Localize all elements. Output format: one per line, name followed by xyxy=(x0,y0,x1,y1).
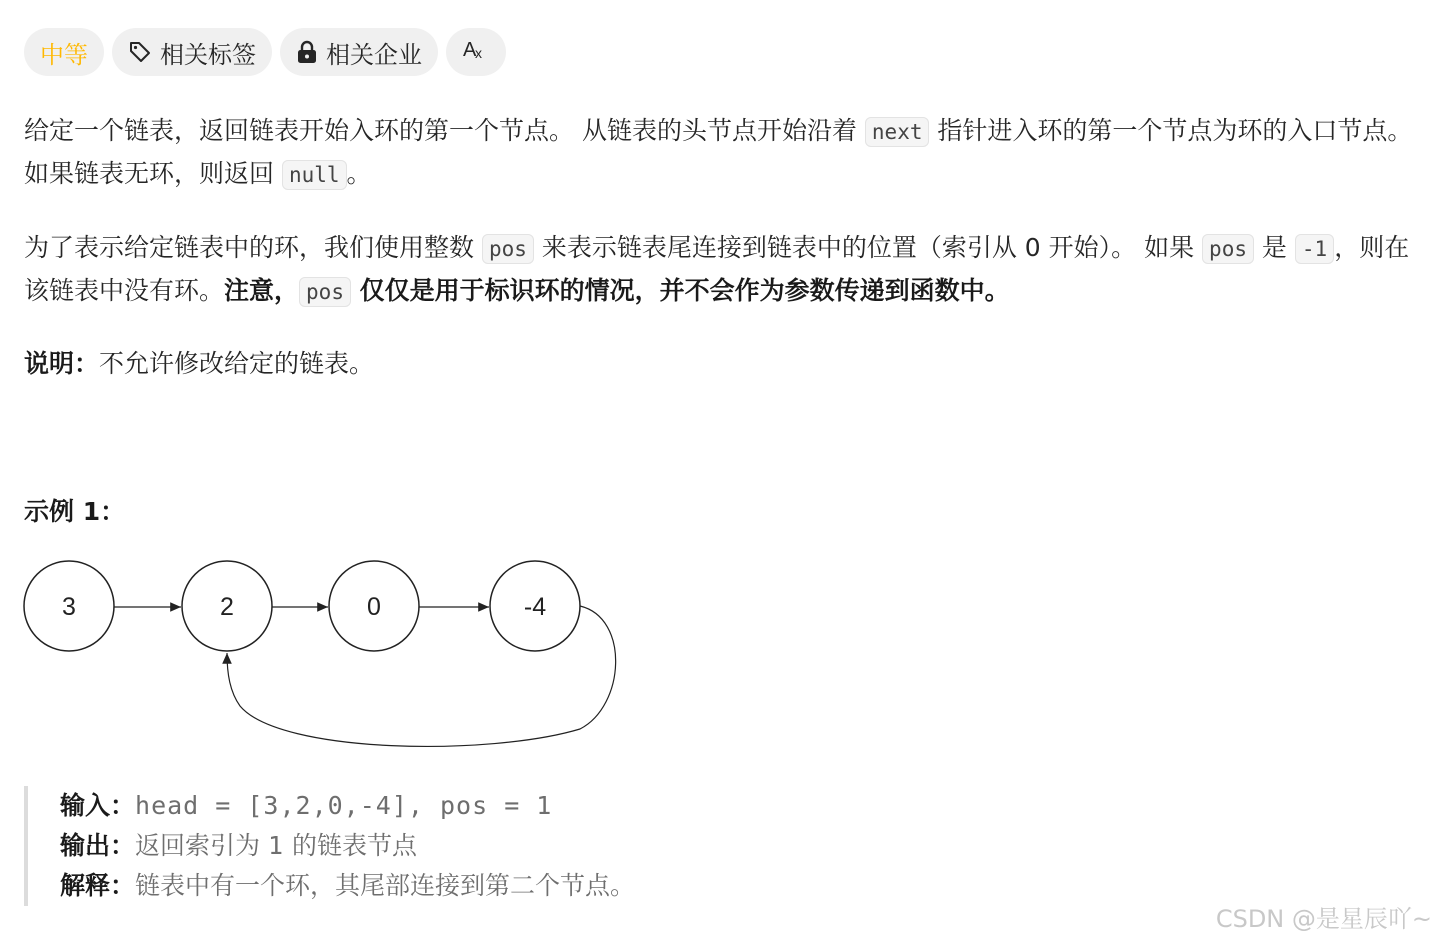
node-value: -4 xyxy=(523,593,547,621)
inline-code: null xyxy=(282,160,347,190)
output-text: 的链表节点 xyxy=(284,831,417,860)
bold-text: 仅仅是用于标识环的情况，并不会作为参数传递到函数中。 xyxy=(350,276,1010,305)
output-code: 1 xyxy=(267,831,285,860)
input-value: head = [3,2,0,-4], pos = 1 xyxy=(135,791,553,820)
text: 给定一个链表，返回链表开始入环的第一个节点。 从链表的头节点开始沿着 xyxy=(24,116,865,145)
node-value: 0 xyxy=(367,593,381,621)
output-text: 返回索引为 xyxy=(135,831,268,860)
tag-icon xyxy=(128,40,152,64)
inline-code: pos xyxy=(482,234,534,264)
tag-bar xyxy=(24,28,506,76)
related-companies-button[interactable] xyxy=(280,28,438,76)
difficulty-label: 中等 xyxy=(40,40,88,69)
note-label: 说明： xyxy=(24,349,100,378)
svg-text:A: A xyxy=(463,39,477,61)
note-text: 不允许修改给定的链表。 xyxy=(99,349,375,378)
explain-label: 解释： xyxy=(60,871,136,900)
text: ，则在该链表中没有环。 xyxy=(24,233,1410,305)
difficulty-tag[interactable] xyxy=(24,28,104,76)
inline-code: pos xyxy=(299,277,351,307)
node-value: 3 xyxy=(62,593,76,621)
node-value: 2 xyxy=(220,593,234,621)
linked-list-diagram xyxy=(20,556,640,760)
explain-text: 链表中有一个环，其尾部连接到第二个节点。 xyxy=(135,871,636,900)
output-label: 输出： xyxy=(60,831,136,860)
example-output-line xyxy=(60,826,960,866)
bold-text: 注意， xyxy=(224,276,300,305)
translate-button[interactable] xyxy=(446,28,506,76)
text: 是 xyxy=(1253,233,1295,262)
related-tags-button[interactable] xyxy=(112,28,272,76)
related-companies-label: 相关企业 xyxy=(326,40,422,69)
text: 为了表示给定链表中的环，我们使用整数 xyxy=(24,233,482,262)
lock-icon xyxy=(296,40,318,64)
svg-text:x: x xyxy=(475,45,482,61)
example-explain-line xyxy=(60,866,960,906)
input-label: 输入： xyxy=(60,791,136,820)
watermark: CSDN @是星辰吖~ xyxy=(1215,905,1432,933)
inline-code: -1 xyxy=(1295,234,1334,264)
description-paragraph-2 xyxy=(24,227,1414,313)
example-blockquote xyxy=(24,786,960,906)
text: 指针进入环的第一个节点为环的入口节点。如果链表无环，则返回 xyxy=(24,116,1413,188)
inline-code: pos xyxy=(1202,234,1254,264)
text: 来表示链表尾连接到链表中的位置（索引从 0 开始）。 如果 xyxy=(533,233,1203,262)
related-tags-label: 相关标签 xyxy=(160,40,256,69)
translate-icon xyxy=(462,36,490,68)
example-input-line xyxy=(60,786,960,826)
inline-code: next xyxy=(865,117,930,147)
text: 。 xyxy=(346,159,372,188)
note-paragraph xyxy=(24,343,1414,385)
example-title: 示例 1： xyxy=(24,497,126,526)
description-paragraph-1 xyxy=(24,110,1414,196)
